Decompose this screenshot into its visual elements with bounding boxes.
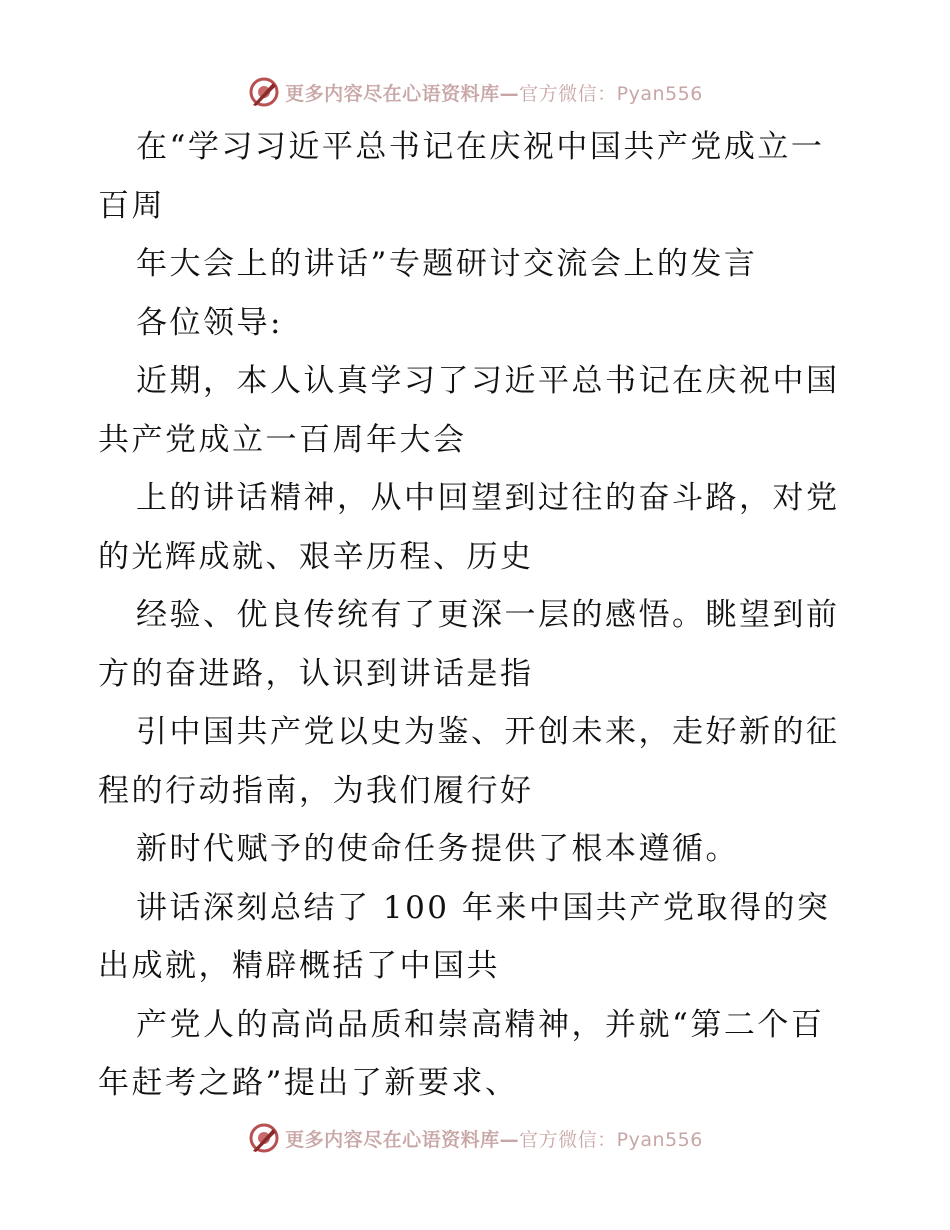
text-line: 百周: [98, 187, 165, 224]
text-line: 的光辉成就、艰辛历程、历史: [98, 538, 534, 575]
text-line: 近期，本人认真学习了习近平总书记在庆祝中国: [136, 363, 840, 399]
text-line: 讲话深刻总结了 100 年来中国共产党取得的突: [136, 889, 831, 926]
text-line: 在“学习习近平总书记在庆祝中国共产党成立一: [136, 129, 825, 165]
text-line: 各位领导:: [136, 304, 283, 341]
text-line: 程的行动指南，为我们履行好: [98, 772, 534, 809]
text-line: 出成就，精辟概括了中国共: [98, 948, 500, 984]
footer-watermark: [0, 1118, 950, 1158]
text-line: 经验、优良传统有了更深一层的感悟。眺望到前: [136, 597, 840, 633]
text-line: 新时代赋予的使命任务提供了根本遵循。: [136, 831, 739, 867]
pen-logo-icon: [247, 1121, 281, 1155]
text-line: 年大会上的讲话”专题研讨交流会上的发言: [136, 246, 758, 282]
text-line: 上的讲话精神，从中回望到过往的奋斗路，对党: [136, 480, 840, 516]
text-line: 产党人的高尚品质和崇高精神，并就“第二个百: [136, 1006, 825, 1043]
document-body: [98, 118, 858, 1113]
watermark-text: 更多内容尽在心语资料库—官方微信：Pyan556: [285, 1128, 703, 1151]
text-line: 引中国共产党以史为鉴、开创未来，走好新的征: [136, 714, 840, 750]
watermark-text: 更多内容尽在心语资料库—官方微信：Pyan556: [285, 82, 703, 105]
text-line: 方的奋进路，认识到讲话是指: [98, 655, 534, 692]
text-line: 共产党成立一百周年大会: [98, 421, 467, 458]
header-watermark: [0, 72, 950, 112]
pen-logo-icon: [247, 75, 281, 109]
text-line: 年赶考之路”提出了新要求、: [98, 1065, 519, 1101]
